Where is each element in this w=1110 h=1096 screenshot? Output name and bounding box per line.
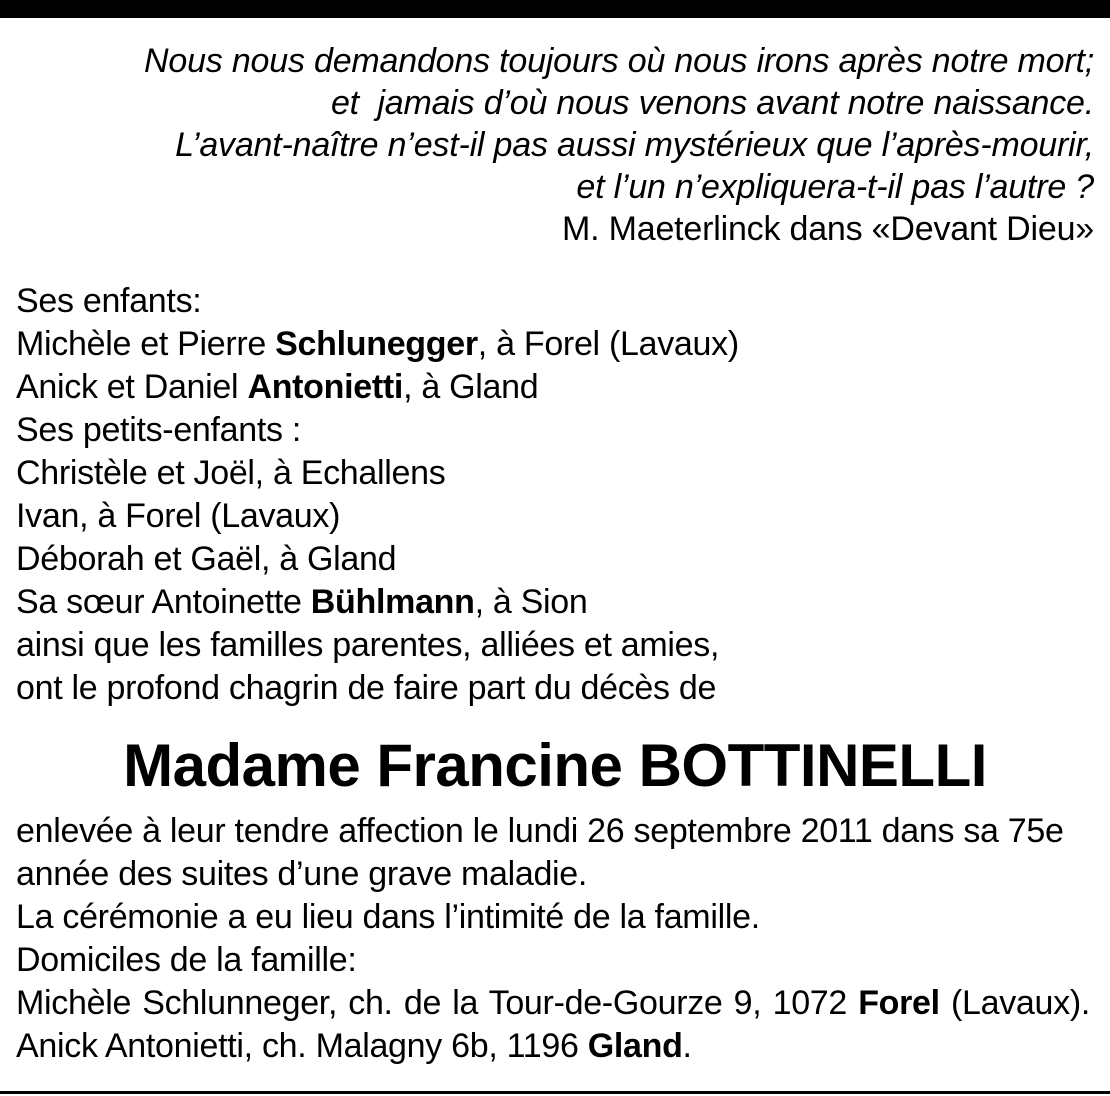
address-city: Gland [587, 1027, 683, 1065]
grandchild-line: Ivan, à Forel (Lavaux) [16, 497, 341, 535]
top-border-rule [0, 0, 1110, 18]
address-line [16, 982, 1090, 1025]
details-line: enlevée à leur tendre affection le lundi 26 septembre 2011 dans sa 75e [16, 812, 1064, 850]
deceased-name: Madame Francine BOTTINELLI [123, 732, 987, 799]
address-city: Forel [858, 984, 940, 1022]
family-list [16, 280, 1096, 710]
member-location: , à Gland [403, 368, 539, 406]
member-surname: Antonietti [247, 368, 404, 406]
announcement-line: ont le profond chagrin de faire part du décès de [16, 669, 717, 707]
relatives-line: ainsi que les familles parentes, alliées et amies, [16, 626, 720, 664]
domiciles-heading: Domiciles de la famille: [16, 941, 357, 979]
notice-details [16, 810, 1100, 1068]
member-location: , à Forel (Lavaux) [477, 325, 739, 363]
quote-line: et jamais d’où nous venons avant notre naissance. [330, 84, 1094, 122]
epigraph-quote [34, 40, 1094, 250]
member-names: Anick et Daniel [16, 368, 248, 406]
member-names: Michèle et Pierre [16, 325, 276, 363]
address-suffix: . [682, 1027, 692, 1065]
quote-line: L’avant-naître n’est-il pas aussi mystérieux que l’après-mourir, [175, 126, 1094, 164]
member-surname: Schlunegger [275, 325, 478, 363]
member-location: , à Sion [474, 583, 588, 621]
children-heading: Ses enfants: [16, 282, 202, 320]
grandchild-line: Déborah et Gaël, à Gland [16, 540, 397, 578]
address-street: Anick Antonietti, ch. Malagny 6b, 1196 [16, 1027, 588, 1065]
family-member-line [16, 581, 1096, 624]
grandchild-line: Christèle et Joël, à Echallens [16, 454, 446, 492]
bottom-border-rule [0, 1091, 1110, 1094]
ceremony-line: La cérémonie a eu lieu dans l’intimité de la famille. [16, 898, 760, 936]
member-surname: Bühlmann [310, 583, 475, 621]
member-names: Sa sœur Antoinette [16, 583, 311, 621]
address-line [16, 1025, 1100, 1068]
address-suffix: (Lavaux). [939, 984, 1090, 1022]
grandchildren-heading: Ses petits-enfants : [16, 411, 302, 449]
details-line: année des suites d’une grave maladie. [16, 855, 588, 893]
quote-line: Nous nous demandons toujours où nous irons après notre mort; [144, 42, 1094, 80]
quote-line: et l’un n’expliquera-t-il pas l’autre ? [576, 168, 1094, 206]
quote-attribution: M. Maeterlinck dans «Devant Dieu» [562, 210, 1094, 248]
family-member-line [16, 323, 1096, 366]
family-member-line [16, 366, 1096, 409]
address-street: Michèle Schlunneger, ch. de la Tour-de-Gourze 9, 1072 [16, 984, 859, 1022]
